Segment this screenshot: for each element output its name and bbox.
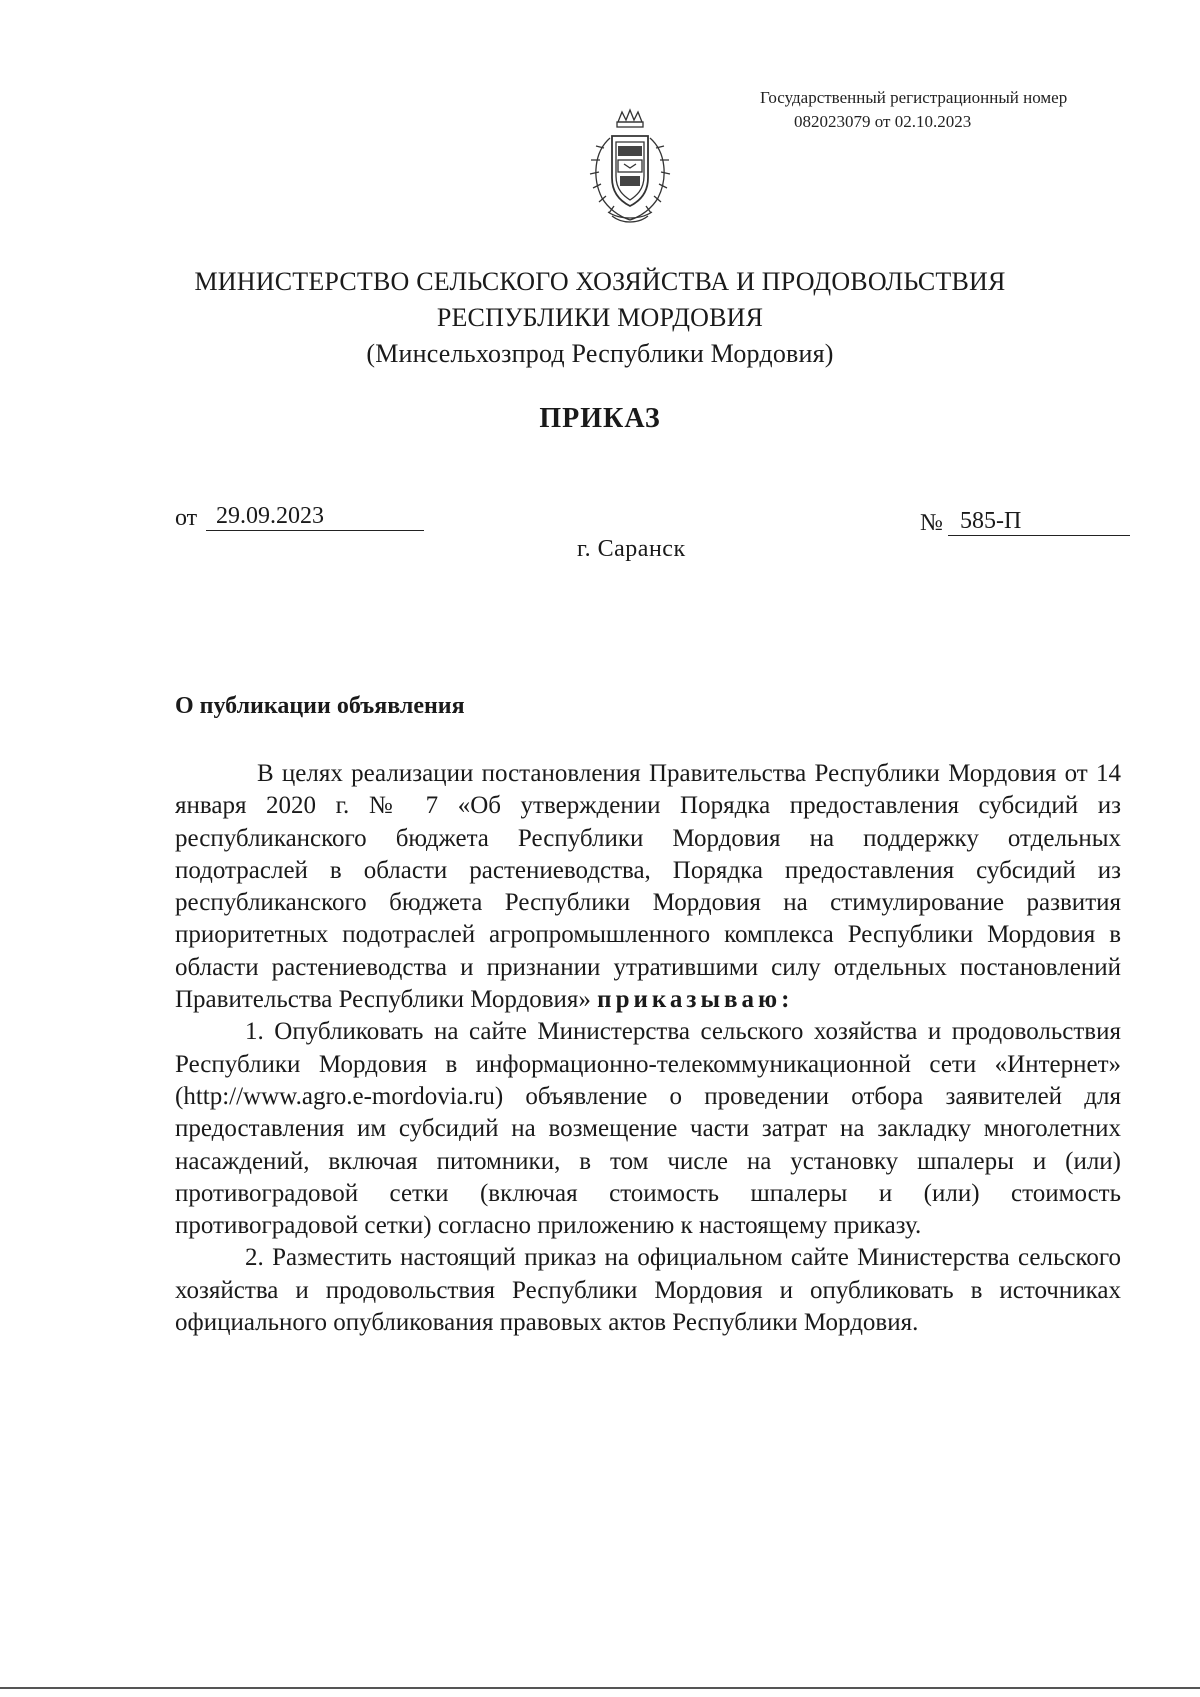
document-body [175, 758, 1121, 1339]
ministry-short-name: (Минсельхозпрод Республики Мордовия) [366, 339, 834, 368]
date-label: от [175, 505, 198, 531]
registration-line-2: 082023079 от 02.10.2023 [794, 112, 972, 131]
document-date: 29.09.2023 [206, 502, 424, 531]
document-subject: О публикации объявления [175, 693, 465, 719]
document-type-title: ПРИКАЗ [539, 403, 661, 434]
page-bottom-edge [0, 1687, 1200, 1689]
document-number: 585-П [948, 507, 1130, 536]
coat-of-arms-icon [580, 108, 680, 228]
ministry-name-line-1: МИНИСТЕРСТВО СЕЛЬСКОГО ХОЗЯЙСТВА И ПРОДОВОЛЬСТВИЯ [194, 267, 1006, 296]
order-item-2: 2. Разместить настоящий приказ на официальном сайте Министерства сельского хозяйства и продовольствия Республики Мордовия и опубликовать в источниках официального опубликования правовых актов Республики Мордовия. [175, 1244, 1121, 1337]
ministry-name-line-2: РЕСПУБЛИКИ МОРДОВИЯ [436, 303, 764, 332]
registration-line-1: Государственный регистрационный номер [760, 88, 1068, 107]
order-word: приказываю: [597, 986, 794, 1014]
intro-text: В целях реализации постановления Правительства Республики Мордовия от 14 января 2020 г. № 7 «Об утверждении Порядка предоставления субсидий из республиканского бюджета Республики Мордовия на поддержку отдельных подотраслей в области растениеводства, Порядка предоставления субсидий из республиканского бюджета Республики Мордовия на стимулирование развития приоритетных подотраслей агропромышленного комплекса Республики Мордовия в области растениеводства и признании утратившими силу отдельных постановлений Правительства Республики Мордовия» [175, 760, 1121, 1014]
intro-paragraph [175, 758, 1121, 1016]
registration-stamp [760, 86, 1160, 134]
number-label: № [920, 510, 943, 536]
city-label: г. Саранск [577, 536, 686, 562]
order-item-1: 1. Опубликовать на сайте Министерства сельского хозяйства и продовольствия Республики Мордовия в информационно-телекоммуникационной сети «Интернет» (http://www.agro.e-mordovia.ru) объявление о проведении отбора заявителей для предоставления им субсидий на возмещение части затрат на закладку многолетних насаждений, включая питомники, в том числе на установку шпалеры и (или) противоградовой сетки (включая стоимость шпалеры и (или) стоимость противоградовой сетки) согласно приложению к настоящему приказу. [175, 1018, 1121, 1240]
